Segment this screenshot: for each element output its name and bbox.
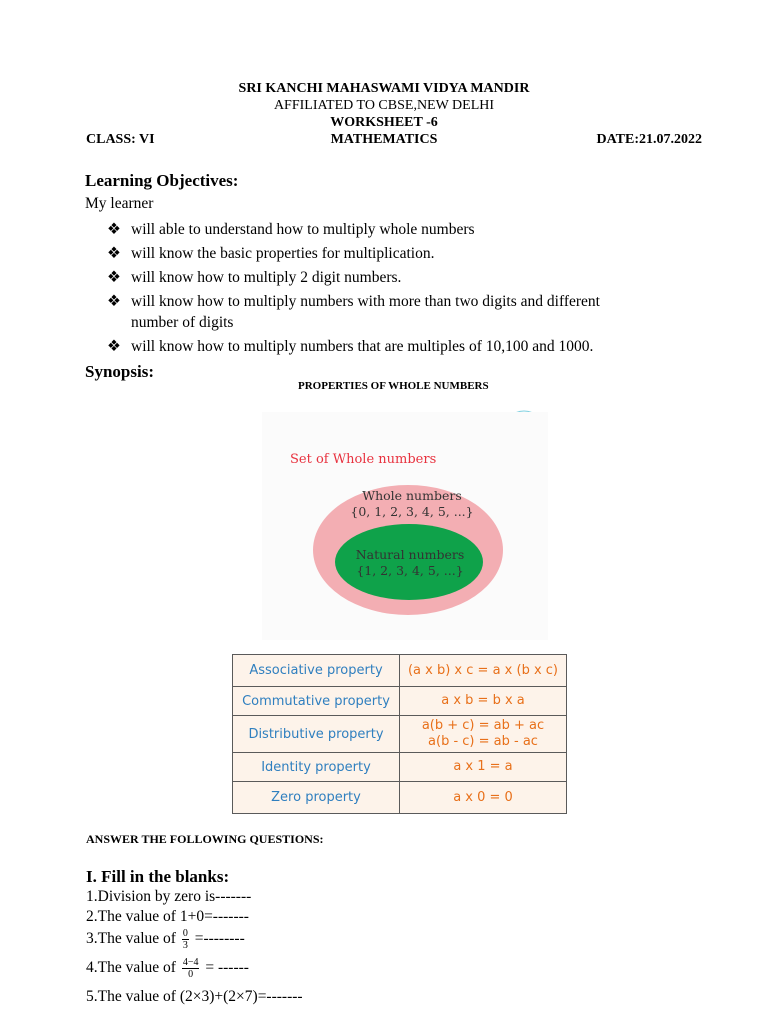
- property-formula: (a x b) x c = a x (b x c): [400, 655, 567, 687]
- set-label: Set of Whole numbers: [290, 452, 437, 467]
- property-formula: a x 0 = 0: [400, 782, 567, 814]
- question-4: 4.The value of $\frac{4-4}{0}$ = ------: [86, 957, 249, 980]
- objective-item: ❖ will know how to multiply numbers that are multiples of 10,100 and 1000.: [107, 338, 594, 355]
- question-1: 1.Division by zero is-------: [86, 888, 252, 905]
- inner-set: {1, 2, 3, 4, 5, ...}: [356, 563, 464, 578]
- worksheet-number: WORKSHEET -6: [330, 115, 438, 130]
- table-row: [233, 753, 567, 782]
- questions-heading: ANSWER THE FOLLOWING QUESTIONS:: [86, 832, 324, 846]
- table-row: [233, 687, 567, 716]
- outer-set: {0, 1, 2, 3, 4, 5, ...}: [350, 504, 474, 519]
- outer-title: Whole numbers: [362, 488, 462, 503]
- diamond-bullet-icon: ❖: [107, 221, 121, 238]
- objective-item: ❖ will know how to multiply 2 digit numbers.: [107, 269, 402, 286]
- figure-title: PROPERTIES OF WHOLE NUMBERS: [298, 380, 489, 392]
- diamond-bullet-icon: ❖: [107, 245, 121, 262]
- question-2: 2.The value of 1+0=-------: [86, 908, 249, 925]
- objectives-intro: My learner: [85, 195, 154, 212]
- date-label: DATE:21.07.2022: [596, 132, 702, 147]
- property-formula: a x 1 = a: [400, 753, 567, 782]
- objectives-heading: Learning Objectives:: [85, 171, 239, 190]
- objective-item-continuation: number of digits: [131, 314, 234, 331]
- property-name: Associative property: [233, 655, 400, 687]
- properties-table: [232, 654, 567, 814]
- fraction: $\frac{4-4}{0}$: [182, 957, 199, 980]
- table-row: [233, 716, 567, 753]
- fill-blanks-heading: I. Fill in the blanks:: [86, 867, 230, 886]
- property-name: Distributive property: [233, 716, 400, 753]
- affiliation: AFFILIATED TO CBSE,NEW DELHI: [273, 98, 495, 113]
- whole-numbers-venn-diagram: [262, 412, 548, 640]
- question-3: 3.The value of $\frac{0}{3}$ =--------: [86, 928, 245, 951]
- diamond-bullet-icon: ❖: [107, 269, 121, 286]
- property-formula: a x b = b x a: [400, 687, 567, 716]
- fraction: $\frac{0}{3}$: [182, 928, 188, 951]
- objective-item: ❖ will know how to multiply numbers with more than two digits and different: [107, 293, 600, 310]
- property-name: Zero property: [233, 782, 400, 814]
- diamond-bullet-icon: ❖: [107, 293, 121, 310]
- property-name: Commutative property: [233, 687, 400, 716]
- objective-item: ❖ will able to understand how to multiply whole numbers: [107, 221, 475, 238]
- natural-numbers-ellipse: [335, 524, 483, 600]
- property-name: Identity property: [233, 753, 400, 782]
- diamond-bullet-icon: ❖: [107, 338, 121, 355]
- subject-label: MATHEMATICS: [330, 132, 438, 147]
- question-5: 5.The value of (2×3)+(2×7)=-------: [86, 988, 303, 1005]
- table-row: [233, 655, 567, 687]
- synopsis-heading: Synopsis:: [85, 362, 154, 381]
- class-label: CLASS: VI: [86, 132, 155, 147]
- school-name: SRI KANCHI MAHASWAMI VIDYA MANDIR: [238, 81, 530, 96]
- table-row: [233, 782, 567, 814]
- objective-item: ❖ will know the basic properties for multiplication.: [107, 245, 435, 262]
- inner-title: Natural numbers: [355, 547, 465, 562]
- property-formula: a(b + c) = ab + ac a(b - c) = ab - ac: [400, 716, 567, 753]
